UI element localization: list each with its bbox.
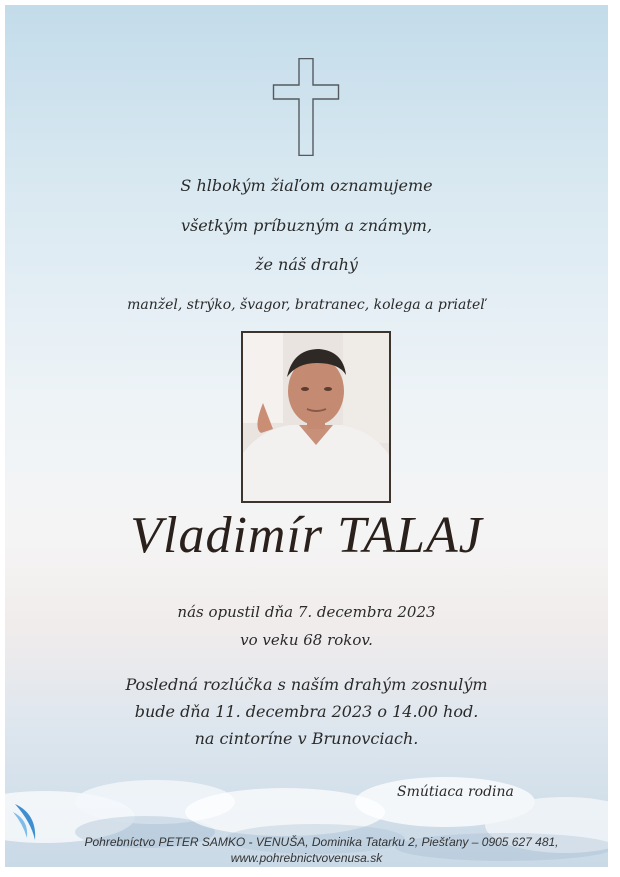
signature: Smútiaca rodina bbox=[397, 784, 514, 800]
cloud-background bbox=[5, 747, 608, 867]
deceased-name: Vladimír TALAJ bbox=[130, 507, 483, 564]
portrait-photo bbox=[241, 331, 391, 503]
obituary-sheet bbox=[5, 5, 608, 867]
age-line: vo veku 68 rokov. bbox=[240, 631, 373, 649]
intro-line-3: že náš drahý bbox=[255, 255, 358, 274]
cross-icon bbox=[272, 58, 340, 156]
footer-company-line: Pohrebníctvo PETER SAMKO - VENUŠA, Dominika Tatarku 2, Piešťany – 0905 627 481, bbox=[84, 835, 559, 849]
funeral-line-3: na cintoríne v Brunovciach. bbox=[194, 729, 419, 748]
relations-line: manžel, strýko, švagor, bratranec, kolega a priateľ bbox=[127, 297, 486, 313]
death-date-line: nás opustil dňa 7. decembra 2023 bbox=[177, 603, 436, 621]
funeral-line-2: bude dňa 11. decembra 2023 o 14.00 hod. bbox=[134, 702, 479, 721]
footer-website-link[interactable]: www.pohrebnictvovenusa.sk bbox=[230, 851, 383, 865]
intro-line-1: S hlbokým žiaľom oznamujeme bbox=[180, 176, 433, 195]
intro-line-2: všetkým príbuzným a známym, bbox=[180, 216, 433, 235]
funeral-line-1: Posledná rozlúčka s naším drahým zosnulým bbox=[125, 675, 488, 694]
